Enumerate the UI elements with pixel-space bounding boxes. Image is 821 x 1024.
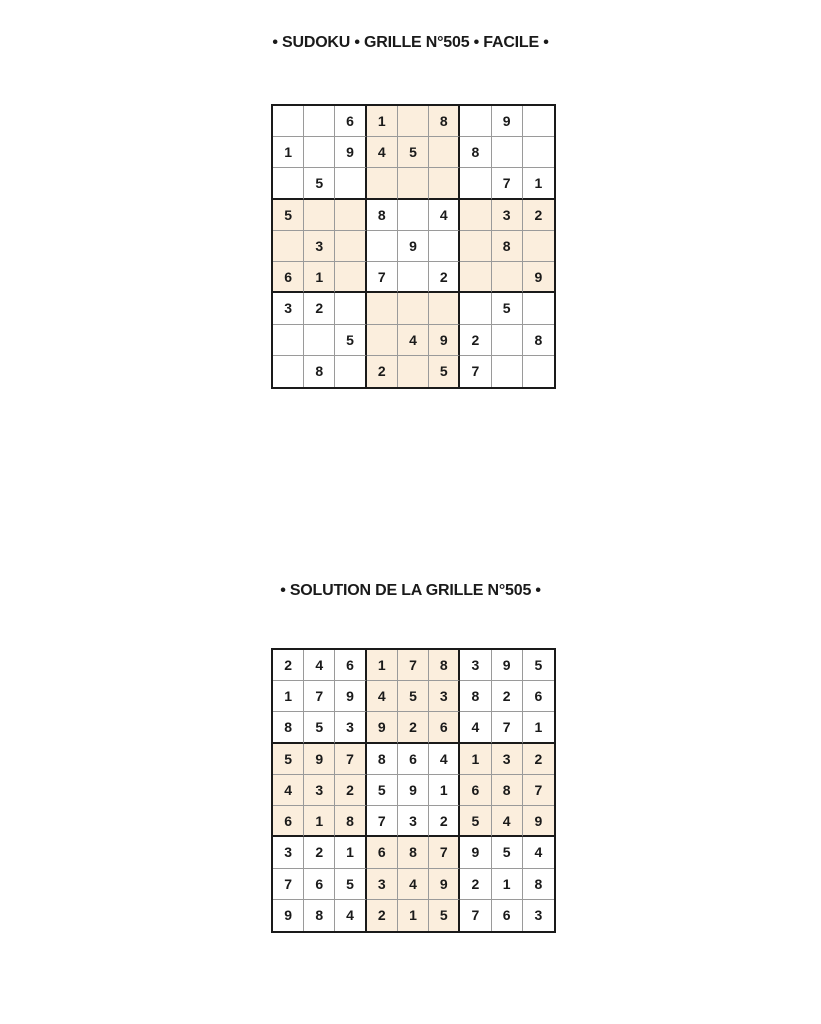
puzzle-cell-r5c4[interactable] bbox=[367, 231, 398, 262]
puzzle-cell-r4c4: 8 bbox=[367, 200, 398, 231]
puzzle-cell-r3c1[interactable] bbox=[273, 168, 304, 199]
solution-cell-r4c5: 6 bbox=[398, 744, 429, 775]
solution-cell-r5c9: 7 bbox=[523, 775, 554, 806]
solution-cell-r1c2: 4 bbox=[304, 650, 335, 681]
puzzle-cell-r4c8: 3 bbox=[492, 200, 523, 231]
sudoku-solution-grid bbox=[271, 648, 556, 933]
puzzle-cell-r6c7[interactable] bbox=[460, 262, 491, 293]
solution-cell-r7c5: 8 bbox=[398, 837, 429, 868]
solution-cell-r5c3: 2 bbox=[335, 775, 366, 806]
solution-cell-r4c8: 3 bbox=[492, 744, 523, 775]
puzzle-cell-r4c1: 5 bbox=[273, 200, 304, 231]
puzzle-cell-r1c9[interactable] bbox=[523, 106, 554, 137]
solution-cell-r4c7: 1 bbox=[460, 744, 491, 775]
puzzle-cell-r1c8: 9 bbox=[492, 106, 523, 137]
puzzle-cell-r3c5[interactable] bbox=[398, 168, 429, 199]
puzzle-cell-r4c7[interactable] bbox=[460, 200, 491, 231]
solution-cell-r3c2: 5 bbox=[304, 712, 335, 743]
solution-cell-r7c1: 3 bbox=[273, 837, 304, 868]
puzzle-cell-r1c5[interactable] bbox=[398, 106, 429, 137]
puzzle-cell-r3c8: 7 bbox=[492, 168, 523, 199]
solution-cell-r2c2: 7 bbox=[304, 681, 335, 712]
puzzle-cell-r1c4: 1 bbox=[367, 106, 398, 137]
solution-cell-r1c4: 1 bbox=[367, 650, 398, 681]
solution-cell-r1c6: 8 bbox=[429, 650, 460, 681]
solution-cell-r8c4: 3 bbox=[367, 869, 398, 900]
puzzle-cell-r7c7[interactable] bbox=[460, 293, 491, 324]
solution-cell-r2c3: 9 bbox=[335, 681, 366, 712]
puzzle-cell-r3c7[interactable] bbox=[460, 168, 491, 199]
puzzle-cell-r8c3: 5 bbox=[335, 325, 366, 356]
puzzle-cell-r9c5[interactable] bbox=[398, 356, 429, 387]
solution-cell-r7c6: 7 bbox=[429, 837, 460, 868]
puzzle-cell-r8c7: 2 bbox=[460, 325, 491, 356]
puzzle-cell-r2c8[interactable] bbox=[492, 137, 523, 168]
solution-cell-r2c8: 2 bbox=[492, 681, 523, 712]
solution-cell-r6c4: 7 bbox=[367, 806, 398, 837]
puzzle-cell-r2c2[interactable] bbox=[304, 137, 335, 168]
puzzle-cell-r8c9: 8 bbox=[523, 325, 554, 356]
puzzle-cell-r6c5[interactable] bbox=[398, 262, 429, 293]
solution-cell-r8c9: 8 bbox=[523, 869, 554, 900]
solution-cell-r1c3: 6 bbox=[335, 650, 366, 681]
puzzle-cell-r6c9: 9 bbox=[523, 262, 554, 293]
puzzle-cell-r9c1[interactable] bbox=[273, 356, 304, 387]
solution-cell-r3c1: 8 bbox=[273, 712, 304, 743]
puzzle-cell-r1c2[interactable] bbox=[304, 106, 335, 137]
puzzle-cell-r3c2: 5 bbox=[304, 168, 335, 199]
puzzle-cell-r6c2: 1 bbox=[304, 262, 335, 293]
puzzle-cell-r9c3[interactable] bbox=[335, 356, 366, 387]
puzzle-cell-r2c7: 8 bbox=[460, 137, 491, 168]
solution-cell-r1c1: 2 bbox=[273, 650, 304, 681]
solution-cell-r6c1: 6 bbox=[273, 806, 304, 837]
solution-cell-r2c9: 6 bbox=[523, 681, 554, 712]
solution-cell-r6c3: 8 bbox=[335, 806, 366, 837]
solution-cell-r4c1: 5 bbox=[273, 744, 304, 775]
puzzle-cell-r6c8[interactable] bbox=[492, 262, 523, 293]
puzzle-cell-r8c5: 4 bbox=[398, 325, 429, 356]
puzzle-cell-r2c3: 9 bbox=[335, 137, 366, 168]
solution-cell-r8c7: 2 bbox=[460, 869, 491, 900]
puzzle-cell-r7c1: 3 bbox=[273, 293, 304, 324]
puzzle-cell-r9c2: 8 bbox=[304, 356, 335, 387]
puzzle-cell-r3c6[interactable] bbox=[429, 168, 460, 199]
puzzle-cell-r5c7[interactable] bbox=[460, 231, 491, 262]
puzzle-cell-r8c1[interactable] bbox=[273, 325, 304, 356]
solution-cell-r9c4: 2 bbox=[367, 900, 398, 931]
solution-cell-r2c1: 1 bbox=[273, 681, 304, 712]
solution-cell-r3c4: 9 bbox=[367, 712, 398, 743]
solution-cell-r4c3: 7 bbox=[335, 744, 366, 775]
solution-cell-r8c3: 5 bbox=[335, 869, 366, 900]
puzzle-cell-r4c3[interactable] bbox=[335, 200, 366, 231]
puzzle-cell-r6c4: 7 bbox=[367, 262, 398, 293]
solution-cell-r3c5: 2 bbox=[398, 712, 429, 743]
puzzle-cell-r9c4: 2 bbox=[367, 356, 398, 387]
puzzle-cell-r4c2[interactable] bbox=[304, 200, 335, 231]
puzzle-cell-r5c2: 3 bbox=[304, 231, 335, 262]
solution-cell-r3c9: 1 bbox=[523, 712, 554, 743]
puzzle-cell-r6c3[interactable] bbox=[335, 262, 366, 293]
puzzle-cell-r4c9: 2 bbox=[523, 200, 554, 231]
solution-cell-r6c6: 2 bbox=[429, 806, 460, 837]
solution-cell-r3c6: 6 bbox=[429, 712, 460, 743]
puzzle-cell-r5c9[interactable] bbox=[523, 231, 554, 262]
puzzle-cell-r9c7: 7 bbox=[460, 356, 491, 387]
solution-cell-r3c8: 7 bbox=[492, 712, 523, 743]
solution-cell-r5c6: 1 bbox=[429, 775, 460, 806]
puzzle-cell-r7c5[interactable] bbox=[398, 293, 429, 324]
solution-cell-r3c3: 3 bbox=[335, 712, 366, 743]
solution-cell-r8c5: 4 bbox=[398, 869, 429, 900]
solution-cell-r7c4: 6 bbox=[367, 837, 398, 868]
puzzle-cell-r7c2: 2 bbox=[304, 293, 335, 324]
solution-cell-r1c8: 9 bbox=[492, 650, 523, 681]
puzzle-cell-r5c3[interactable] bbox=[335, 231, 366, 262]
puzzle-cell-r9c6: 5 bbox=[429, 356, 460, 387]
puzzle-cell-r6c6: 2 bbox=[429, 262, 460, 293]
solution-cell-r2c4: 4 bbox=[367, 681, 398, 712]
puzzle-cell-r8c6: 9 bbox=[429, 325, 460, 356]
solution-cell-r2c5: 5 bbox=[398, 681, 429, 712]
solution-cell-r8c1: 7 bbox=[273, 869, 304, 900]
puzzle-cell-r7c3[interactable] bbox=[335, 293, 366, 324]
puzzle-cell-r9c8[interactable] bbox=[492, 356, 523, 387]
puzzle-cell-r2c1: 1 bbox=[273, 137, 304, 168]
solution-cell-r9c3: 4 bbox=[335, 900, 366, 931]
sudoku-puzzle-grid bbox=[271, 104, 556, 389]
puzzle-cell-r2c9[interactable] bbox=[523, 137, 554, 168]
solution-cell-r4c6: 4 bbox=[429, 744, 460, 775]
puzzle-cell-r2c4: 4 bbox=[367, 137, 398, 168]
solution-cell-r5c1: 4 bbox=[273, 775, 304, 806]
puzzle-cell-r7c8: 5 bbox=[492, 293, 523, 324]
solution-cell-r6c9: 9 bbox=[523, 806, 554, 837]
puzzle-cell-r5c1[interactable] bbox=[273, 231, 304, 262]
solution-cell-r9c6: 5 bbox=[429, 900, 460, 931]
puzzle-cell-r1c6: 8 bbox=[429, 106, 460, 137]
solution-cell-r2c6: 3 bbox=[429, 681, 460, 712]
solution-cell-r5c2: 3 bbox=[304, 775, 335, 806]
solution-cell-r7c2: 2 bbox=[304, 837, 335, 868]
solution-cell-r4c9: 2 bbox=[523, 744, 554, 775]
solution-cell-r4c4: 8 bbox=[367, 744, 398, 775]
solution-cell-r1c5: 7 bbox=[398, 650, 429, 681]
solution-cell-r8c6: 9 bbox=[429, 869, 460, 900]
solution-cell-r3c7: 4 bbox=[460, 712, 491, 743]
puzzle-cell-r3c4[interactable] bbox=[367, 168, 398, 199]
puzzle-cell-r5c8: 8 bbox=[492, 231, 523, 262]
puzzle-cell-r8c4[interactable] bbox=[367, 325, 398, 356]
solution-cell-r9c7: 7 bbox=[460, 900, 491, 931]
solution-cell-r6c2: 1 bbox=[304, 806, 335, 837]
solution-cell-r8c2: 6 bbox=[304, 869, 335, 900]
puzzle-cell-r3c3[interactable] bbox=[335, 168, 366, 199]
puzzle-cell-r4c6: 4 bbox=[429, 200, 460, 231]
solution-cell-r9c2: 8 bbox=[304, 900, 335, 931]
solution-cell-r1c9: 5 bbox=[523, 650, 554, 681]
solution-cell-r9c8: 6 bbox=[492, 900, 523, 931]
solution-cell-r9c1: 9 bbox=[273, 900, 304, 931]
solution-cell-r7c8: 5 bbox=[492, 837, 523, 868]
solution-cell-r1c7: 3 bbox=[460, 650, 491, 681]
puzzle-cell-r8c2[interactable] bbox=[304, 325, 335, 356]
puzzle-cell-r7c4[interactable] bbox=[367, 293, 398, 324]
puzzle-cell-r4c5[interactable] bbox=[398, 200, 429, 231]
solution-cell-r9c9: 3 bbox=[523, 900, 554, 931]
puzzle-cell-r9c9[interactable] bbox=[523, 356, 554, 387]
puzzle-cell-r7c6[interactable] bbox=[429, 293, 460, 324]
solution-title: • SOLUTION DE LA GRILLE N°505 • bbox=[280, 582, 541, 599]
solution-cell-r6c7: 5 bbox=[460, 806, 491, 837]
solution-cell-r5c4: 5 bbox=[367, 775, 398, 806]
solution-cell-r5c5: 9 bbox=[398, 775, 429, 806]
solution-cell-r5c7: 6 bbox=[460, 775, 491, 806]
puzzle-cell-r2c5: 5 bbox=[398, 137, 429, 168]
puzzle-title: • SUDOKU • GRILLE N°505 • FACILE • bbox=[272, 34, 549, 51]
solution-cell-r5c8: 8 bbox=[492, 775, 523, 806]
solution-cell-r7c9: 4 bbox=[523, 837, 554, 868]
solution-cell-r7c7: 9 bbox=[460, 837, 491, 868]
puzzle-cell-r1c7[interactable] bbox=[460, 106, 491, 137]
puzzle-cell-r5c5: 9 bbox=[398, 231, 429, 262]
puzzle-cell-r8c8[interactable] bbox=[492, 325, 523, 356]
puzzle-cell-r1c1[interactable] bbox=[273, 106, 304, 137]
puzzle-cell-r7c9[interactable] bbox=[523, 293, 554, 324]
solution-cell-r9c5: 1 bbox=[398, 900, 429, 931]
puzzle-cell-r5c6[interactable] bbox=[429, 231, 460, 262]
solution-cell-r8c8: 1 bbox=[492, 869, 523, 900]
puzzle-cell-r2c6[interactable] bbox=[429, 137, 460, 168]
puzzle-cell-r6c1: 6 bbox=[273, 262, 304, 293]
solution-cell-r2c7: 8 bbox=[460, 681, 491, 712]
solution-cell-r7c3: 1 bbox=[335, 837, 366, 868]
puzzle-cell-r1c3: 6 bbox=[335, 106, 366, 137]
solution-cell-r4c2: 9 bbox=[304, 744, 335, 775]
solution-cell-r6c5: 3 bbox=[398, 806, 429, 837]
puzzle-cell-r3c9: 1 bbox=[523, 168, 554, 199]
solution-cell-r6c8: 4 bbox=[492, 806, 523, 837]
